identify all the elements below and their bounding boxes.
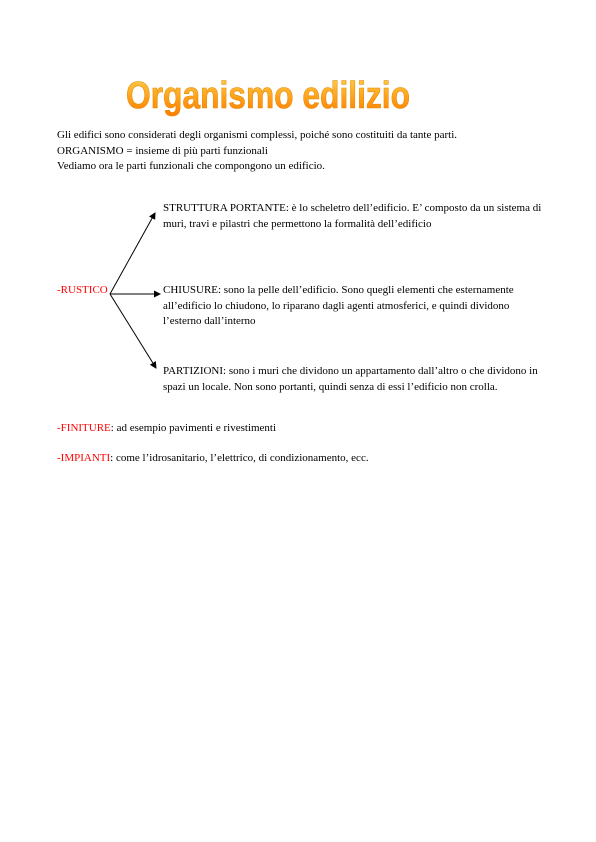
intro-line: Gli edifici sono considerati degli organismi complessi, poiché sono costituiti da tante parti.	[57, 129, 457, 141]
impianti-text: : come l’idrosanitario, l’elettrico, di condizionamento, ecc.	[110, 452, 369, 464]
finiture-text: : ad esempio pavimenti e rivestimenti	[110, 422, 277, 434]
finiture-label: -FINITURE	[57, 422, 111, 434]
finiture-line	[57, 421, 276, 437]
impianti-label: -IMPIANTI	[57, 452, 111, 464]
arrow-partizioni	[110, 294, 156, 368]
intro-line: ORGANISMO = insieme di più parti funzionali	[57, 144, 268, 157]
chiusure-text: CHIUSURE: sono la pelle dell’edificio. Sono quegli elementi che esternamente all’edificio lo chiudono, lo riparano dagli agenti atmosferici, e quindi dividono l’esterno dall’interno	[163, 284, 514, 327]
partizioni-text: PARTIZIONI: sono i muri che dividono un appartamento dall’altro o che dividono in spazi un locale. Non sono portanti, quindi senza di essi l’edificio non crolla.	[163, 365, 538, 393]
title-text: Organismo edilizio	[126, 75, 410, 117]
page-title	[124, 70, 414, 118]
arrow-struttura	[110, 213, 155, 294]
rustico-label: -RUSTICO	[57, 284, 108, 296]
intro-line: Vediamo ora le parti funzionali che compongono un edificio.	[57, 160, 325, 172]
intro	[57, 128, 457, 175]
struttura-portante-text: STRUTTURA PORTANTE: è lo scheletro dell’edificio. E’ composto da un sistema di muri, travi e pilastri che permettono la formalità dell’edificio	[163, 202, 542, 230]
impianti-line	[57, 451, 369, 467]
